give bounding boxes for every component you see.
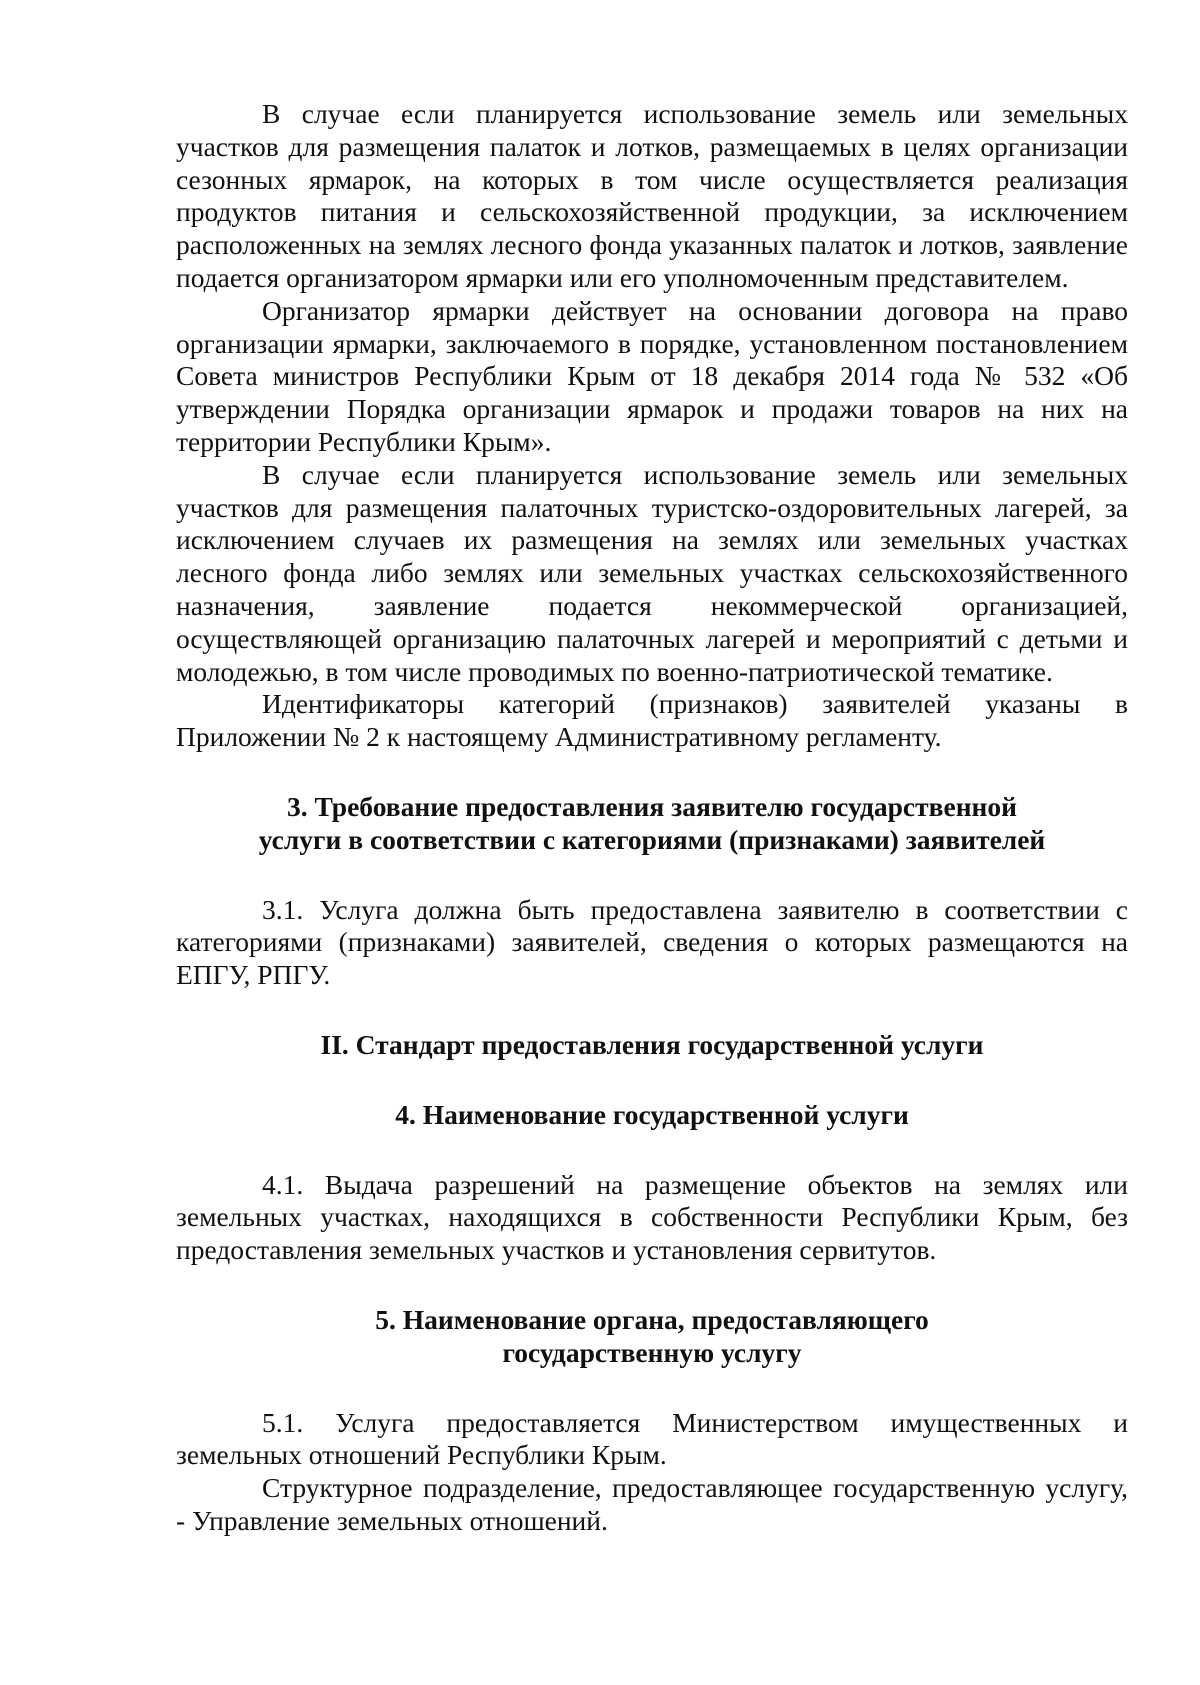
paragraph-3-1: 3.1. Услуга должна быть предоставлена заявителю в соответствии с категориями (признаками) заявителей, сведения о которых размещаются на ЕПГУ, РПГУ. bbox=[176, 893, 1128, 991]
heading-section-5 bbox=[176, 1304, 1128, 1370]
paragraph-fair-stalls: В случае если планируется использование земель или земельных участков для размещения палаток и лотков, размещаемых в целях организации сезонных ярмарок, на которых в том числе осуществляется реализация продуктов питания и сельскохозяйственной продукции, за исключением расположенных на землях лесного фонда указанных палаток и лотков, заявление подается организатором ярмарки или его уполномоченным представителем. bbox=[176, 98, 1128, 293]
heading-section-3 bbox=[176, 791, 1128, 857]
document-page bbox=[176, 98, 1128, 1538]
paragraph-4-1: 4.1. Выдача разрешений на размещение объектов на землях или земельных участках, находящихся в собственности Республики Крым, без предоставления земельных участков и установления сервитутов. bbox=[176, 1168, 1128, 1266]
heading-part-2: II. Стандарт предоставления государственной услуги bbox=[320, 1028, 984, 1060]
paragraph-5-1: 5.1. Услуга предоставляется Министерством имущественных и земельных отношений Республики Крым. bbox=[176, 1406, 1128, 1471]
heading-section-3-line-2: услуги в соответствии с категориями (признаками) заявителей bbox=[258, 823, 1046, 855]
heading-section-4: 4. Наименование государственной услуги bbox=[395, 1098, 909, 1130]
paragraph-structural-unit: Структурное подразделение, предоставляющее государственную услугу, - Управление земельных отношений. bbox=[176, 1472, 1128, 1536]
heading-section-3-line-1: 3. Требование предоставления заявителю государственной bbox=[287, 790, 1017, 822]
heading-section-5-line-2: государственную услугу bbox=[502, 1336, 802, 1368]
heading-section-5-line-1: 5. Наименование органа, предоставляющего bbox=[375, 1303, 929, 1335]
paragraph-tent-camps: В случае если планируется использование земель или земельных участков для размещения палаточных туристско-оздоровительных лагерей, за исключением случаев их размещения на землях или земельных участках лесного фонда либо землях или земельных участках сельскохозяйственного назначения, заявление подается некоммерческой организацией, осуществляющей организацию палаточных лагерей и мероприятий с детьми и молодежью, в том числе проводимых по военно-патриотической тематике. bbox=[176, 458, 1128, 687]
paragraph-fair-organizer: Организатор ярмарки действует на основании договора на право организации ярмарки, заключаемого в порядке, установленном постановлением Совета министров Республики Крым от 18 декабря 2014 года № 532 «Об утверждении Порядка организации ярмарок и продажи товаров на них на территории Республики Крым». bbox=[176, 294, 1128, 457]
paragraph-applicant-identifiers: Идентификаторы категорий (признаков) заявителей указаны в Приложении № 2 к настоящему Административному регламенту. bbox=[176, 688, 1128, 753]
